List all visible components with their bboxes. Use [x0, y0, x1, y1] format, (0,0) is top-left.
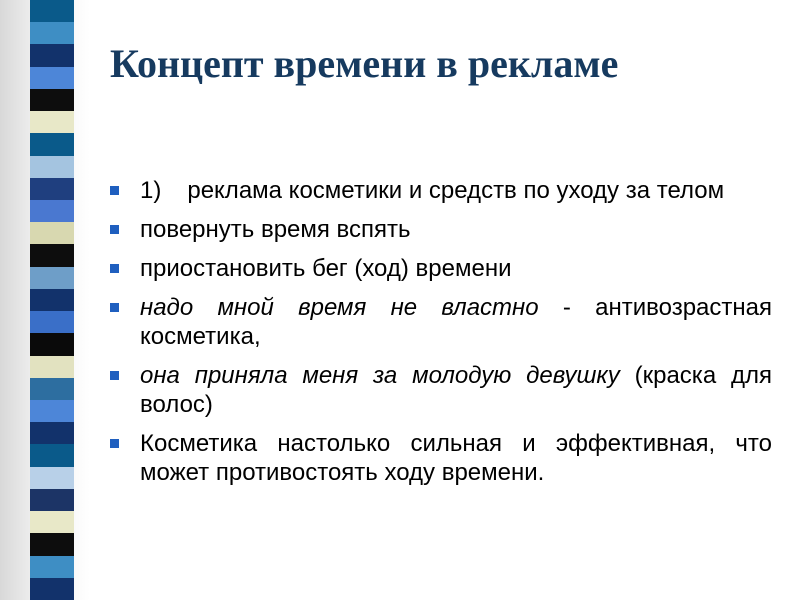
stripe-segment [30, 44, 74, 67]
stripe-segment [30, 133, 74, 156]
bullet-text: Косметика настолько сильная и эффективная, что может противостоять ходу времени. [140, 430, 772, 486]
bullet-number: 1) [140, 177, 162, 204]
square-bullet-icon [110, 303, 119, 312]
stripe-segment [30, 111, 74, 134]
stripe-segment [30, 467, 74, 490]
bullet-list [110, 176, 772, 497]
stripe-segment [30, 578, 74, 600]
bullet-item-4 [110, 293, 772, 351]
slide-title: Концепт времени в рекламе [110, 41, 619, 86]
bullet-italic-text: она приняла меня за молодую девушку [140, 362, 620, 389]
bullet-text: реклама косметики и средств по уходу за телом [187, 177, 725, 204]
bullet-text: - антивозрастная косметика, [140, 294, 772, 350]
stripe-segment [30, 533, 74, 556]
stripe-segment [30, 489, 74, 512]
stripe-segment [30, 244, 74, 267]
stripe-segment [30, 0, 74, 23]
stripe-segment [30, 22, 74, 45]
stripe-segment [30, 67, 74, 90]
stripe-segment [30, 444, 74, 467]
square-bullet-icon [110, 371, 119, 380]
bullet-text: (краска для волос) [140, 362, 773, 418]
bullet-text: приостановить бег (ход) времени [140, 255, 512, 282]
bullet-item-6 [110, 429, 772, 487]
bullet-item-2 [110, 215, 772, 244]
bullet-italic-text: надо мной время не властно [140, 294, 539, 321]
bullet-item-5 [110, 361, 772, 419]
bullet-text: повернуть время вспять [140, 216, 411, 243]
stripe-segment [30, 378, 74, 401]
stripe-segment [30, 333, 74, 356]
stripe-segment [30, 422, 74, 445]
stripe-segment [30, 178, 74, 201]
stripe-segment [30, 311, 74, 334]
square-bullet-icon [110, 264, 119, 273]
square-bullet-icon [110, 186, 119, 195]
stripe-segment [30, 511, 74, 534]
stripe-segment [30, 356, 74, 379]
stripe-segment [30, 222, 74, 245]
stripe-segment [30, 156, 74, 179]
stripe-segment [30, 89, 74, 112]
bullet-item-1 [110, 176, 772, 205]
square-bullet-icon [110, 439, 119, 448]
stripe-segment [30, 556, 74, 579]
bullet-item-3 [110, 254, 772, 283]
decorative-stripe-bar [30, 0, 74, 600]
stripe-segment [30, 289, 74, 312]
stripe-segment [30, 400, 74, 423]
stripe-segment [30, 267, 74, 290]
square-bullet-icon [110, 225, 119, 234]
stripe-segment [30, 200, 74, 223]
